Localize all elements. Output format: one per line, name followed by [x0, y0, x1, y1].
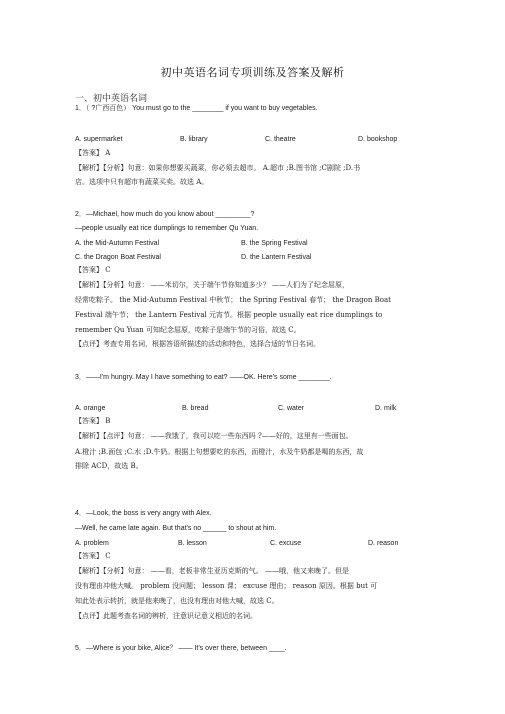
question-2-stem: 2．—Michael, how much do you know about _________?: [75, 211, 255, 218]
q1-option-d: D. bookshop: [358, 136, 398, 143]
q2-option-c: C. the Dragon Boat Festival: [75, 254, 161, 261]
q3-answer: 【答案】 B: [75, 417, 111, 425]
q1-option-a: A. supermarket: [75, 136, 123, 143]
q4-analysis-line-1: 【解析】【分析】句意： ——看，老板非常生亚历克斯的气。 ——哦，他又来晚了。但是: [75, 567, 349, 575]
q2-analysis-line-3: Festival 端午节； the Lantern Festival 元宵节。根据 people usually eat rice dumplings to: [75, 311, 383, 319]
q2-analysis-line-2: 经常吃粽子。 the Mid-Autumn Festival 中秋节； the Spring Festival 春节； the Dragon Boat: [75, 296, 391, 304]
q4-option-c: C. excuse: [270, 540, 302, 547]
q2-analysis-line-4: remember Qu Yuan 可知纪念屈原，吃粽子是端午节的习俗，故选 C。: [75, 326, 301, 334]
question-3-stem: 3．——I'm hungry. May I have something to eat? ——OK. Here's some ________.: [75, 374, 332, 381]
q4-comment: 【点评】此题考查名词的辨析，注意识记意义相近的名词。: [75, 612, 257, 620]
question-4-stem: 4．—Look, the boss is very angry with Alex.: [75, 510, 212, 517]
q1-option-c: C. theatre: [265, 136, 296, 143]
question-5-stem: 5．—Where is your bike, Alice？ —— It's over there, between ____.: [75, 645, 287, 652]
q3-option-a: A. orange: [75, 405, 106, 412]
q1-analysis-line-2: 店。选项中只有超市有蔬菜买卖。故选 A。: [75, 178, 209, 186]
question-2-line-2: —people usually eat rice dumplings to remember Qu Yuan.: [75, 225, 259, 232]
q2-option-b: B. the Spring Festival: [241, 240, 308, 247]
q4-answer: 【答案】 C: [75, 552, 111, 560]
q2-option-d: D. the Lantern Festival: [241, 254, 312, 261]
q2-answer: 【答案】 C: [75, 266, 111, 274]
q4-option-a: A. problem: [75, 540, 109, 547]
q4-option-b: B. lesson: [178, 540, 207, 547]
q3-option-d: D. milk: [375, 405, 397, 412]
section-heading: 一、初中英语名词: [75, 94, 148, 104]
q1-answer: 【答案】 A: [75, 149, 111, 157]
q4-option-d: D. reason: [368, 540, 399, 547]
q1-analysis-line-1: 【解析】【分析】句意：如果你想要买蔬菜，你必须去超市。 A.超市 ;B.图书馆 ;C剧院 ;D.书: [75, 164, 361, 172]
q4-analysis-line-2: 没有理由冲他大喊。 problem 没问题； lesson 课； excuse 理由； reason 原因。根据 but 可: [75, 582, 378, 590]
question-4-line-2: —Well, he came late again. But that's no ______ to shout at him.: [75, 525, 277, 532]
q3-analysis-line-1: 【解析】【点评】句意： ——我饿了，我可以吃一些东西吗 ?——好的，这里有一些面包。: [75, 432, 353, 440]
q3-analysis-line-2: A.橙汁 ;B.面包 ;C.水 ;D.牛奶。根据上句想要吃的东西，而橙汁，水及牛奶都是喝的东西，故: [75, 448, 364, 456]
q3-analysis-line-3: 排除 ACD，故选 B。: [75, 462, 143, 470]
q3-option-b: B. bread: [182, 405, 209, 412]
page-title: 初中英语名词专项训练及答案及解析: [160, 66, 345, 79]
q2-comment: 【点评】考查专用名词，根据答语所描述的活动和特色，选择合适的节日名词。: [75, 340, 320, 348]
q1-option-b: B. library: [180, 136, 208, 143]
q2-option-a: A. the Mid-Autumn Festival: [75, 240, 160, 247]
q3-option-c: C. water: [278, 405, 305, 412]
question-1-stem: 1．（ ?广西百色） You must go to the ________ if you want to buy vegetables.: [75, 105, 318, 112]
q2-analysis-line-1: 【解析】【分析】句意： ——米切尔，关于端午节你知道多少？ ——人们为了纪念屈原，: [75, 281, 349, 289]
q4-analysis-line-3: 知此处表示转折，就是他来晚了，也没有理由对他大喊，故选 C。: [75, 597, 279, 605]
